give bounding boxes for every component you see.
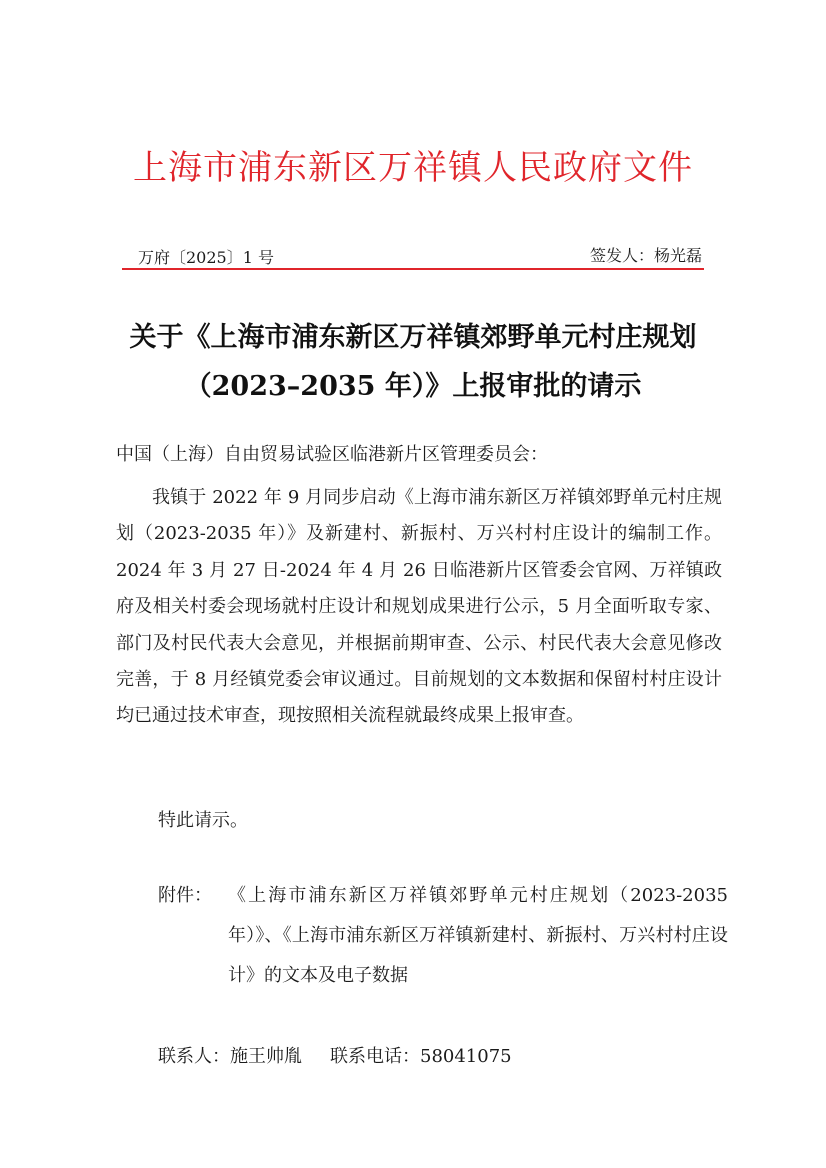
subject-line-2: （2023–2035 年）》上报审批的请示 bbox=[184, 371, 642, 402]
attachment-text: 《上海市浦东新区万祥镇郊野单元村庄规划（2023-2035 年）》、《上海市浦东新区万祥镇新建村、新振村、万兴村村庄设计》的文本及电子数据 bbox=[228, 885, 728, 986]
contact-phone: 联系电话：58041075 bbox=[330, 1046, 512, 1067]
document-number: 万府〔2025〕1 号 bbox=[138, 248, 274, 267]
body-paragraph: 我镇于 2022 年 9 月同步启动《上海市浦东新区万祥镇郊野单元村庄规划（2023-2035 年）》及新建村、新振村、万兴村村庄设计的编制工作。2024 年 3 月 27 日-2024 年 4 月 26 日临港新片区管委会官网、万祥镇政府及相关村委会现场就村庄设计和规划成果进行公示，5 月全面听取专家、部门及村民代表大会意见，并根据前期审查、公示、村民代表大会意见修改完善，于 8 月经镇党委会审议通过。目前规划的文本数据和保留村村庄设计均已通过技术审查，现按照相关流程就最终成果上报审查。 bbox=[116, 487, 722, 727]
issuer-header-title: 上海市浦东新区万祥镇人民政府文件 bbox=[133, 148, 693, 188]
closing-line: 特此请示。 bbox=[158, 810, 248, 831]
document-subject bbox=[0, 313, 826, 411]
red-divider-line bbox=[122, 268, 704, 270]
subject-line-1: 关于《上海市浦东新区万祥镇郊野单元村庄规划 bbox=[129, 322, 697, 353]
contact-line bbox=[158, 1042, 512, 1068]
signer: 签发人：杨光磊 bbox=[589, 246, 702, 265]
addressee: 中国（上海）自由贸易试验区临港新片区管理委员会： bbox=[116, 444, 548, 465]
contact-person: 联系人：施王帅胤 bbox=[158, 1046, 302, 1067]
attachment-label: 附件： bbox=[158, 885, 212, 906]
